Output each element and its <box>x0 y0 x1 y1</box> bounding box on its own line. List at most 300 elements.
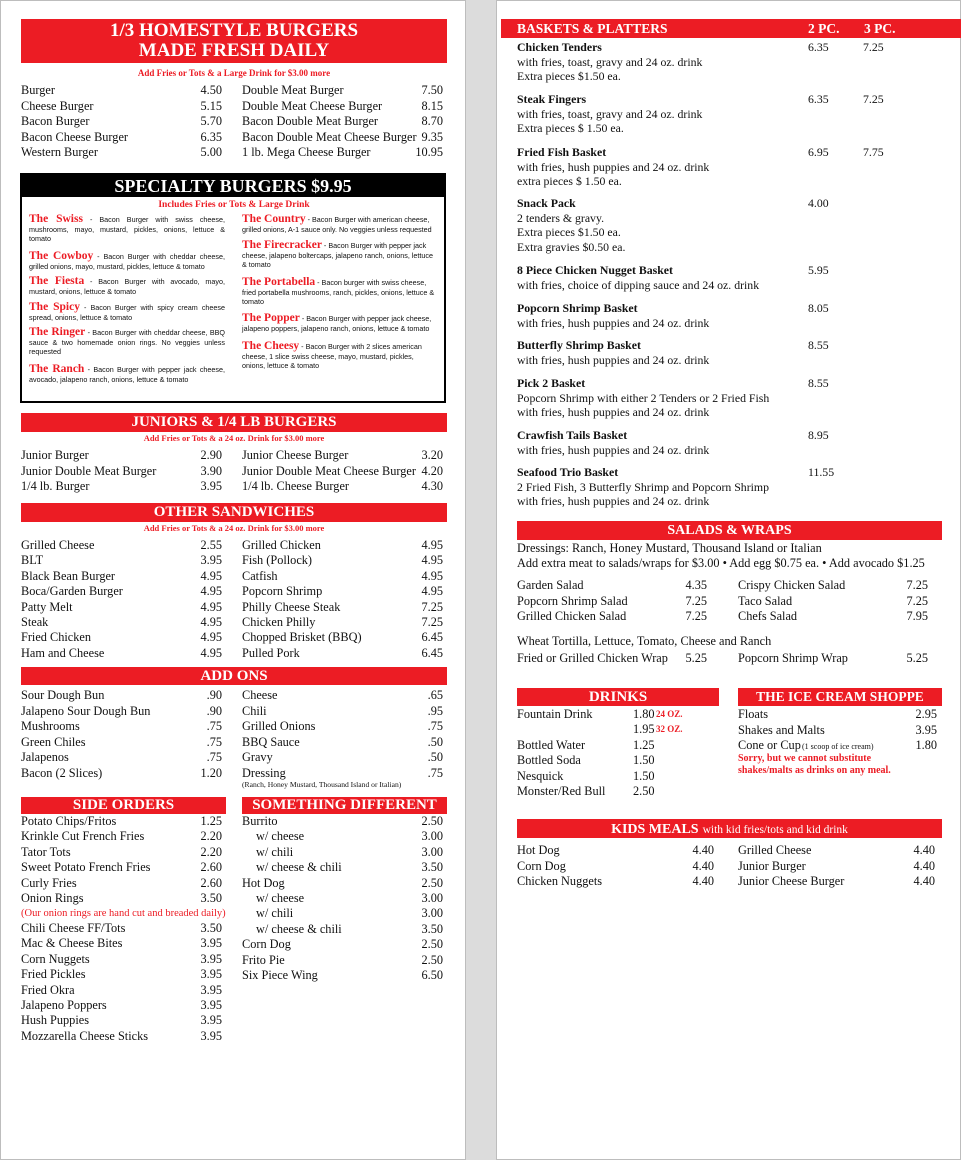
homestyle-item <box>242 130 443 145</box>
specialty-right-item: The Portabella - Bacon burger with swiss cheese, fried portabella mushrooms, ranch, pickles, onions, lettuce & tomato <box>242 276 435 307</box>
baskets-col-2pc: 2 PC. <box>808 21 840 36</box>
side-item <box>21 921 222 936</box>
specialty-name: The Ranch <box>29 363 85 375</box>
specialty-name: The Fiesta <box>29 275 85 287</box>
addon-item <box>21 704 222 719</box>
item-price: 3.95 <box>915 722 937 737</box>
item-name: Fried Okra <box>21 982 75 997</box>
specialty-left-item: The Cowboy - Bacon Burger with cheddar cheese, grilled onions, mayo, mustard, pickles, lettuce & tomato <box>29 250 225 271</box>
side-item <box>21 952 222 967</box>
item-price: .50 <box>427 750 443 764</box>
basket-price-2pc: 6.95 <box>808 145 829 159</box>
juniors-item <box>21 464 222 479</box>
basket-desc: with fries, choice of dipping sauce and 24 oz. drink <box>517 277 760 292</box>
item-price: 4.40 <box>692 843 714 857</box>
item-name: Jalapeno Sour Dough Bun <box>21 703 151 718</box>
item-name: Crispy Chicken Salad <box>738 578 846 592</box>
addon-item <box>242 750 443 765</box>
homestyle-item <box>21 145 222 160</box>
item-name: Fountain Drink <box>517 707 593 721</box>
item-name: Fried or Grilled Chicken Wrap <box>517 651 668 665</box>
addon-item <box>242 719 443 734</box>
specialty-name: The Country <box>242 213 306 225</box>
addon-item <box>21 688 222 703</box>
addon-item <box>242 704 443 719</box>
item-price: .90 <box>206 703 222 718</box>
item-price: 3.50 <box>200 921 222 935</box>
sandwich-item <box>21 600 222 615</box>
item-name: BLT <box>21 553 44 568</box>
item-price: 2.50 <box>421 952 443 967</box>
item-name: Chopped Brisket (BBQ) <box>242 630 362 645</box>
dressing-note: (Ranch, Honey Mustard, Thousand Island or Italian) <box>242 780 402 789</box>
item-name: Chili Cheese FF/Tots <box>21 921 126 935</box>
item-price: 4.30 <box>421 479 443 493</box>
item-price: 4.40 <box>692 858 714 873</box>
item-name: w/ chili <box>256 844 294 859</box>
basket-item <box>517 376 957 420</box>
basket-name: Snack Pack <box>517 196 576 210</box>
drink-item <box>517 753 717 768</box>
side-item <box>21 983 222 998</box>
item-price: 10.95 <box>415 145 443 159</box>
item-name: Western Burger <box>21 145 98 159</box>
item-price: 1.50 <box>633 753 655 767</box>
item-name: Junior Double Meat Cheese Burger <box>242 463 416 478</box>
item-price: 7.25 <box>685 593 707 608</box>
item-name: Fried Pickles <box>21 967 86 982</box>
side-item <box>21 936 222 951</box>
basket-desc: with fries, hush puppies and 24 oz. drink <box>517 159 710 174</box>
item-name: BBQ Sauce <box>242 734 300 749</box>
item-price: 3.95 <box>200 967 222 982</box>
side-item <box>21 1029 222 1044</box>
item-price: 3.50 <box>421 921 443 936</box>
sandwich-item <box>242 646 443 661</box>
item-name: Chicken Nuggets <box>517 874 603 888</box>
item-name: w/ cheese & chili <box>256 860 342 875</box>
basket-name: 8 Piece Chicken Nugget Basket <box>517 263 673 277</box>
specialty-name: The Spicy <box>29 301 80 313</box>
item-price: .50 <box>427 734 443 749</box>
specialty-name: The Ringer <box>29 326 86 338</box>
kids-item <box>517 843 714 858</box>
different-item <box>242 814 443 829</box>
item-name: Gravy <box>242 750 273 764</box>
kids-item <box>738 843 935 858</box>
item-name: Chicken Philly <box>242 615 316 629</box>
item-price: 4.40 <box>913 843 935 857</box>
drink-item <box>517 784 717 799</box>
juniors-item <box>21 448 222 463</box>
basket-desc: Popcorn Shrimp with either 2 Tenders or 2 Fried Fish <box>517 390 770 405</box>
baskets-header <box>501 19 961 38</box>
basket-item <box>517 465 957 509</box>
juniors-item <box>21 479 222 494</box>
item-price: 8.70 <box>421 114 443 128</box>
item-price: 3.00 <box>421 906 443 921</box>
specialty-left-item: The Swiss - Bacon Burger with swiss cheese, mushrooms, mayo, mustard, pickles, onions, lettuce & tomato <box>29 213 225 244</box>
item-price: .75 <box>427 719 443 733</box>
item-name: Junior Cheese Burger <box>242 448 349 462</box>
homestyle-title-line1: 1/3 HOMESTYLE BURGERS <box>109 20 359 41</box>
addon-item <box>21 750 222 765</box>
item-price: 3.95 <box>200 1028 222 1043</box>
item-price: 4.95 <box>421 584 443 599</box>
salad-item <box>738 578 928 593</box>
item-price: 4.35 <box>685 578 707 592</box>
item-price: 1.80 <box>633 707 655 721</box>
different-item <box>242 937 443 952</box>
item-name: Bacon (2 Slices) <box>21 765 103 780</box>
basket-desc: Extra gravies $0.50 ea. <box>517 239 626 254</box>
icecream-item <box>738 723 937 738</box>
drinks-header: DRINKS <box>517 688 719 706</box>
drink-item <box>517 722 717 737</box>
item-name: Taco Salad <box>738 593 793 608</box>
item-price: 5.15 <box>200 98 222 113</box>
sandwich-item <box>242 630 443 645</box>
salad-item <box>517 578 707 593</box>
item-price: 4.95 <box>200 584 222 599</box>
item-price: 3.95 <box>200 553 222 568</box>
item-name: Bottled Water <box>517 738 586 752</box>
sandwiches-header: OTHER SANDWICHES <box>21 503 447 522</box>
addon-item <box>242 735 443 750</box>
item-name: Corn Nuggets <box>21 951 90 966</box>
basket-price-2pc: 8.55 <box>808 338 829 352</box>
homestyle-title-line2: MADE FRESH DAILY <box>138 40 330 61</box>
item-name: w/ cheese & chili <box>256 921 342 936</box>
kids-item <box>517 859 714 874</box>
item-name: Onion Rings <box>21 891 84 905</box>
item-price: 7.25 <box>685 609 707 623</box>
homestyle-item <box>21 130 222 145</box>
basket-price-2pc: 4.00 <box>808 196 829 210</box>
addon-item <box>21 766 222 781</box>
item-price: 4.95 <box>200 645 222 660</box>
basket-desc: 2 tenders & gravy. <box>517 210 605 225</box>
side-item <box>21 891 222 906</box>
basket-name: Steak Fingers <box>517 92 587 106</box>
item-price: 3.00 <box>421 891 443 905</box>
addons-header: ADD ONS <box>21 667 447 685</box>
basket-item <box>517 145 957 189</box>
item-price: 4.50 <box>200 83 222 97</box>
juniors-item <box>242 464 443 479</box>
item-price: 7.25 <box>421 599 443 614</box>
wrap-note: Wheat Tortilla, Lettuce, Tomato, Cheese and Ranch <box>517 634 772 648</box>
item-price: 5.25 <box>685 651 707 665</box>
item-name: 1/4 lb. Burger <box>21 479 90 493</box>
item-name: Shakes and Malts <box>738 722 825 737</box>
basket-desc: with fries, hush puppies and 24 oz. drink <box>517 494 710 509</box>
specialty-name: The Portabella <box>242 276 316 288</box>
basket-item <box>517 338 957 367</box>
wrap-item <box>517 651 707 666</box>
item-price: 3.95 <box>200 1013 222 1028</box>
item-price: 4.40 <box>913 874 935 888</box>
different-item <box>242 953 443 968</box>
sandwich-item <box>21 646 222 661</box>
side-item <box>21 967 222 982</box>
item-price: 1.50 <box>633 769 655 783</box>
item-price: .75 <box>206 750 222 764</box>
baskets-col-3pc: 3 PC. <box>864 21 896 36</box>
item-price: 2.50 <box>421 937 443 952</box>
basket-price-2pc: 6.35 <box>808 40 829 54</box>
kids-item <box>517 874 714 889</box>
homestyle-item <box>21 83 222 98</box>
basket-item <box>517 92 957 136</box>
item-price: 4.95 <box>421 568 443 583</box>
item-price: 4.40 <box>913 858 935 873</box>
different-item <box>242 829 443 844</box>
item-name: Curly Fries <box>21 875 77 890</box>
side-item <box>21 876 222 891</box>
item-price: 9.35 <box>421 129 443 144</box>
item-name: Popcorn Shrimp <box>242 584 323 599</box>
item-name: 1/4 lb. Cheese Burger <box>242 479 350 493</box>
item-name: Bacon Cheese Burger <box>21 129 128 144</box>
side-item <box>21 1013 222 1028</box>
drink-size: 24 OZ. <box>656 709 683 719</box>
item-price: 5.00 <box>200 145 222 159</box>
item-name: Fried Chicken <box>21 630 92 645</box>
sandwich-item <box>242 584 443 599</box>
item-name: Double Meat Cheese Burger <box>242 98 383 113</box>
item-price: 2.95 <box>915 707 937 721</box>
drink-size: 32 OZ. <box>656 724 683 734</box>
item-name: Bottled Soda <box>517 753 581 767</box>
item-name: Grilled Onions <box>242 719 316 733</box>
homestyle-item <box>21 114 222 129</box>
item-price: 1.80 <box>915 738 937 752</box>
basket-price-2pc: 5.95 <box>808 263 829 277</box>
juniors-header: JUNIORS & 1/4 LB BURGERS <box>21 413 447 432</box>
item-price: 1.25 <box>200 814 222 828</box>
item-price: 5.70 <box>200 114 222 128</box>
juniors-item <box>242 479 443 494</box>
sandwich-item <box>21 584 222 599</box>
basket-name: Pick 2 Basket <box>517 376 586 390</box>
salads-extras: Add extra meat to salads/wraps for $3.00 • Add egg $0.75 ea. • Add avocado $1.25 <box>517 556 925 570</box>
basket-desc: extra pieces $ 1.50 ea. <box>517 174 622 189</box>
icecream-warning-line2: shakes/malts as drinks on any meal. <box>738 765 891 776</box>
item-name: Bacon Double Meat Burger <box>242 114 379 128</box>
item-price: 2.20 <box>200 829 222 844</box>
specialty-right-item: The Cheesy - Bacon Burger with 2 slices american cheese, 1 slice swiss cheese, mayo, mustard, pickles, onions, lettuce & tomato <box>242 340 422 371</box>
basket-name: Seafood Trio Basket <box>517 465 619 479</box>
item-name: Monster/Red Bull <box>517 784 606 798</box>
salad-item <box>738 609 928 624</box>
item-name: Green Chiles <box>21 734 86 749</box>
item-price: 6.35 <box>200 129 222 144</box>
sandwich-item <box>242 569 443 584</box>
item-name: Chili <box>242 703 267 718</box>
different-item <box>242 968 443 983</box>
different-header: SOMETHING DIFFERENT <box>242 797 447 814</box>
basket-price-2pc: 6.35 <box>808 92 829 106</box>
basket-price-2pc: 8.05 <box>808 301 829 315</box>
side-item <box>21 860 222 875</box>
item-name: Burrito <box>242 814 278 828</box>
item-price: 2.50 <box>421 875 443 890</box>
item-price: .75 <box>206 719 222 733</box>
icecream-warning-line1: Sorry, but we cannot substitute <box>738 753 872 764</box>
item-name: Floats <box>738 707 769 721</box>
item-name: Cheese Burger <box>21 98 94 113</box>
item-price: 4.95 <box>200 630 222 645</box>
item-name: Jalapenos <box>21 750 69 764</box>
homestyle-item <box>242 114 443 129</box>
item-name: Jalapeno Poppers <box>21 998 107 1012</box>
item-price: 4.95 <box>200 599 222 614</box>
item-price: 2.50 <box>421 814 443 828</box>
basket-desc: 2 Fried Fish, 3 Butterfly Shrimp and Popcorn Shrimp <box>517 479 769 494</box>
item-name: Hush Puppies <box>21 1013 89 1028</box>
different-item <box>242 922 443 937</box>
basket-desc: Extra pieces $1.50 ea. <box>517 69 621 84</box>
item-price: 3.50 <box>200 891 222 905</box>
item-name: Pulled Pork <box>242 645 300 660</box>
item-price: 1.95 <box>633 722 655 736</box>
different-item <box>242 845 443 860</box>
item-price: .75 <box>427 765 443 780</box>
item-name: Sour Dough Bun <box>21 688 105 702</box>
side-item <box>21 998 222 1013</box>
item-price: 1.25 <box>633 738 655 752</box>
specialty-name: The Popper <box>242 312 300 324</box>
item-name: Fish (Pollock) <box>242 553 313 568</box>
salad-item <box>738 594 928 609</box>
item-name: Potato Chips/Fritos <box>21 814 117 828</box>
item-name: Grilled Chicken <box>242 538 321 552</box>
sandwich-item <box>242 538 443 553</box>
item-name: Double Meat Burger <box>242 83 344 97</box>
specialty-right-item: The Firecracker - Bacon Burger with pepper jack cheese, jalapeno boltercaps, jalapeno ranch, onions, lettuce & tomato <box>242 239 433 270</box>
basket-price-3pc: 7.75 <box>863 145 884 159</box>
item-name: Hot Dog <box>242 875 285 890</box>
specialty-note: Includes Fries or Tots & Large Drink <box>158 200 310 210</box>
item-price: 2.60 <box>200 875 222 890</box>
item-price: 8.15 <box>421 98 443 113</box>
specialty-left-item: The Spicy - Bacon Burger with spicy cream cheese spread, onions, lettuce & tomato <box>29 301 225 322</box>
item-price: 4.95 <box>200 615 222 629</box>
item-price: 1.20 <box>200 765 222 780</box>
wrap-item <box>738 651 928 666</box>
item-name: Grilled Chicken Salad <box>517 609 627 623</box>
kids-title: KIDS MEALS <box>611 822 699 837</box>
item-name: Ham and Cheese <box>21 645 105 660</box>
sandwich-item <box>21 630 222 645</box>
specialty-name: The Swiss <box>29 213 83 225</box>
item-name: Mac & Cheese Bites <box>21 936 123 951</box>
item-name: Frito Pie <box>242 952 285 967</box>
different-item <box>242 876 443 891</box>
basket-item <box>517 428 957 457</box>
different-item <box>242 891 443 906</box>
item-price: 5.25 <box>906 651 928 665</box>
side-item <box>21 845 222 860</box>
icecream-item <box>738 707 937 722</box>
basket-desc: with fries, hush puppies and 24 oz. drink <box>517 405 710 420</box>
item-name: Steak <box>21 615 49 629</box>
item-name: Garden Salad <box>517 578 584 592</box>
item-name: Philly Cheese Steak <box>242 599 341 614</box>
item-price: 2.60 <box>200 860 222 875</box>
item-name: Nesquick <box>517 769 564 783</box>
item-name: Grilled Cheese <box>21 538 95 552</box>
item-name: w/ chili <box>256 906 294 921</box>
item-price: .75 <box>206 734 222 749</box>
item-name: Black Bean Burger <box>21 568 116 583</box>
basket-price-2pc: 8.55 <box>808 376 829 390</box>
item-price: 6.50 <box>421 968 443 982</box>
item-price: .65 <box>427 688 443 702</box>
specialty-name: The Cowboy <box>29 250 94 262</box>
sandwich-item <box>242 615 443 630</box>
item-name: Krinkle Cut French Fries <box>21 829 145 844</box>
item-price: 4.95 <box>200 568 222 583</box>
homestyle-note: Add Fries or Tots & a Large Drink for $3.00 more <box>137 68 331 78</box>
item-name: Cone or Cup <box>738 738 801 752</box>
drink-item <box>517 707 717 722</box>
basket-name: Chicken Tenders <box>517 40 602 54</box>
basket-price-2pc: 8.95 <box>808 428 829 442</box>
salad-item <box>517 609 707 624</box>
homestyle-item <box>242 99 443 114</box>
basket-name: Popcorn Shrimp Basket <box>517 301 638 315</box>
item-name: w/ cheese <box>256 829 305 844</box>
item-name: Junior Burger <box>21 448 89 462</box>
item-name: Chefs Salad <box>738 609 798 623</box>
item-name: Sweet Potato French Fries <box>21 860 151 875</box>
menu-page-right <box>496 0 961 1160</box>
basket-item <box>517 301 957 330</box>
basket-price-3pc: 7.25 <box>863 40 884 54</box>
item-price: 2.90 <box>200 448 222 462</box>
item-name: Bacon Double Meat Cheese Burger <box>242 129 417 144</box>
basket-price-2pc: 11.55 <box>808 465 835 479</box>
item-name: w/ cheese <box>256 891 305 905</box>
specialty-right-item: The Popper - Bacon Burger with pepper jack cheese, jalapeno poppers, jalapeno ranch, onions, lettuce & tomato <box>242 312 432 333</box>
item-price: 4.95 <box>421 553 443 568</box>
basket-desc: with fries, hush puppies and 24 oz. drink <box>517 352 710 367</box>
specialty-left-item: The Ranch - Bacon Burger with pepper jack cheese, avocado, jalapeno ranch, onions, lettuce & tomato <box>29 363 225 384</box>
salads-dressings: Dressings: Ranch, Honey Mustard, Thousand Island or Italian <box>517 541 822 555</box>
juniors-note: Add Fries or Tots & a 24 oz. Drink for $3.00 more <box>143 433 325 443</box>
sides-header: SIDE ORDERS <box>21 797 226 814</box>
basket-desc: Extra pieces $1.50 ea. <box>517 225 621 240</box>
item-price: 6.45 <box>421 630 443 645</box>
specialty-name: The Cheesy <box>242 340 300 352</box>
basket-desc: with fries, toast, gravy and 24 oz. drink <box>517 54 703 69</box>
homestyle-item <box>21 99 222 114</box>
different-item <box>242 860 443 875</box>
side-item <box>21 814 222 829</box>
drink-item <box>517 769 717 784</box>
item-name: Six Piece Wing <box>242 968 318 982</box>
specialty-header: SPECIALTY BURGERS $9.95 <box>22 175 444 197</box>
kids-header <box>517 819 942 838</box>
item-name: Popcorn Shrimp Salad <box>517 593 628 608</box>
item-name: Mozzarella Cheese Sticks <box>21 1028 149 1043</box>
basket-desc: with fries, hush puppies and 24 oz. drink <box>517 315 710 330</box>
item-name: Mushrooms <box>21 719 80 733</box>
item-name: Bacon Burger <box>21 114 90 128</box>
item-price: 3.95 <box>200 936 222 951</box>
